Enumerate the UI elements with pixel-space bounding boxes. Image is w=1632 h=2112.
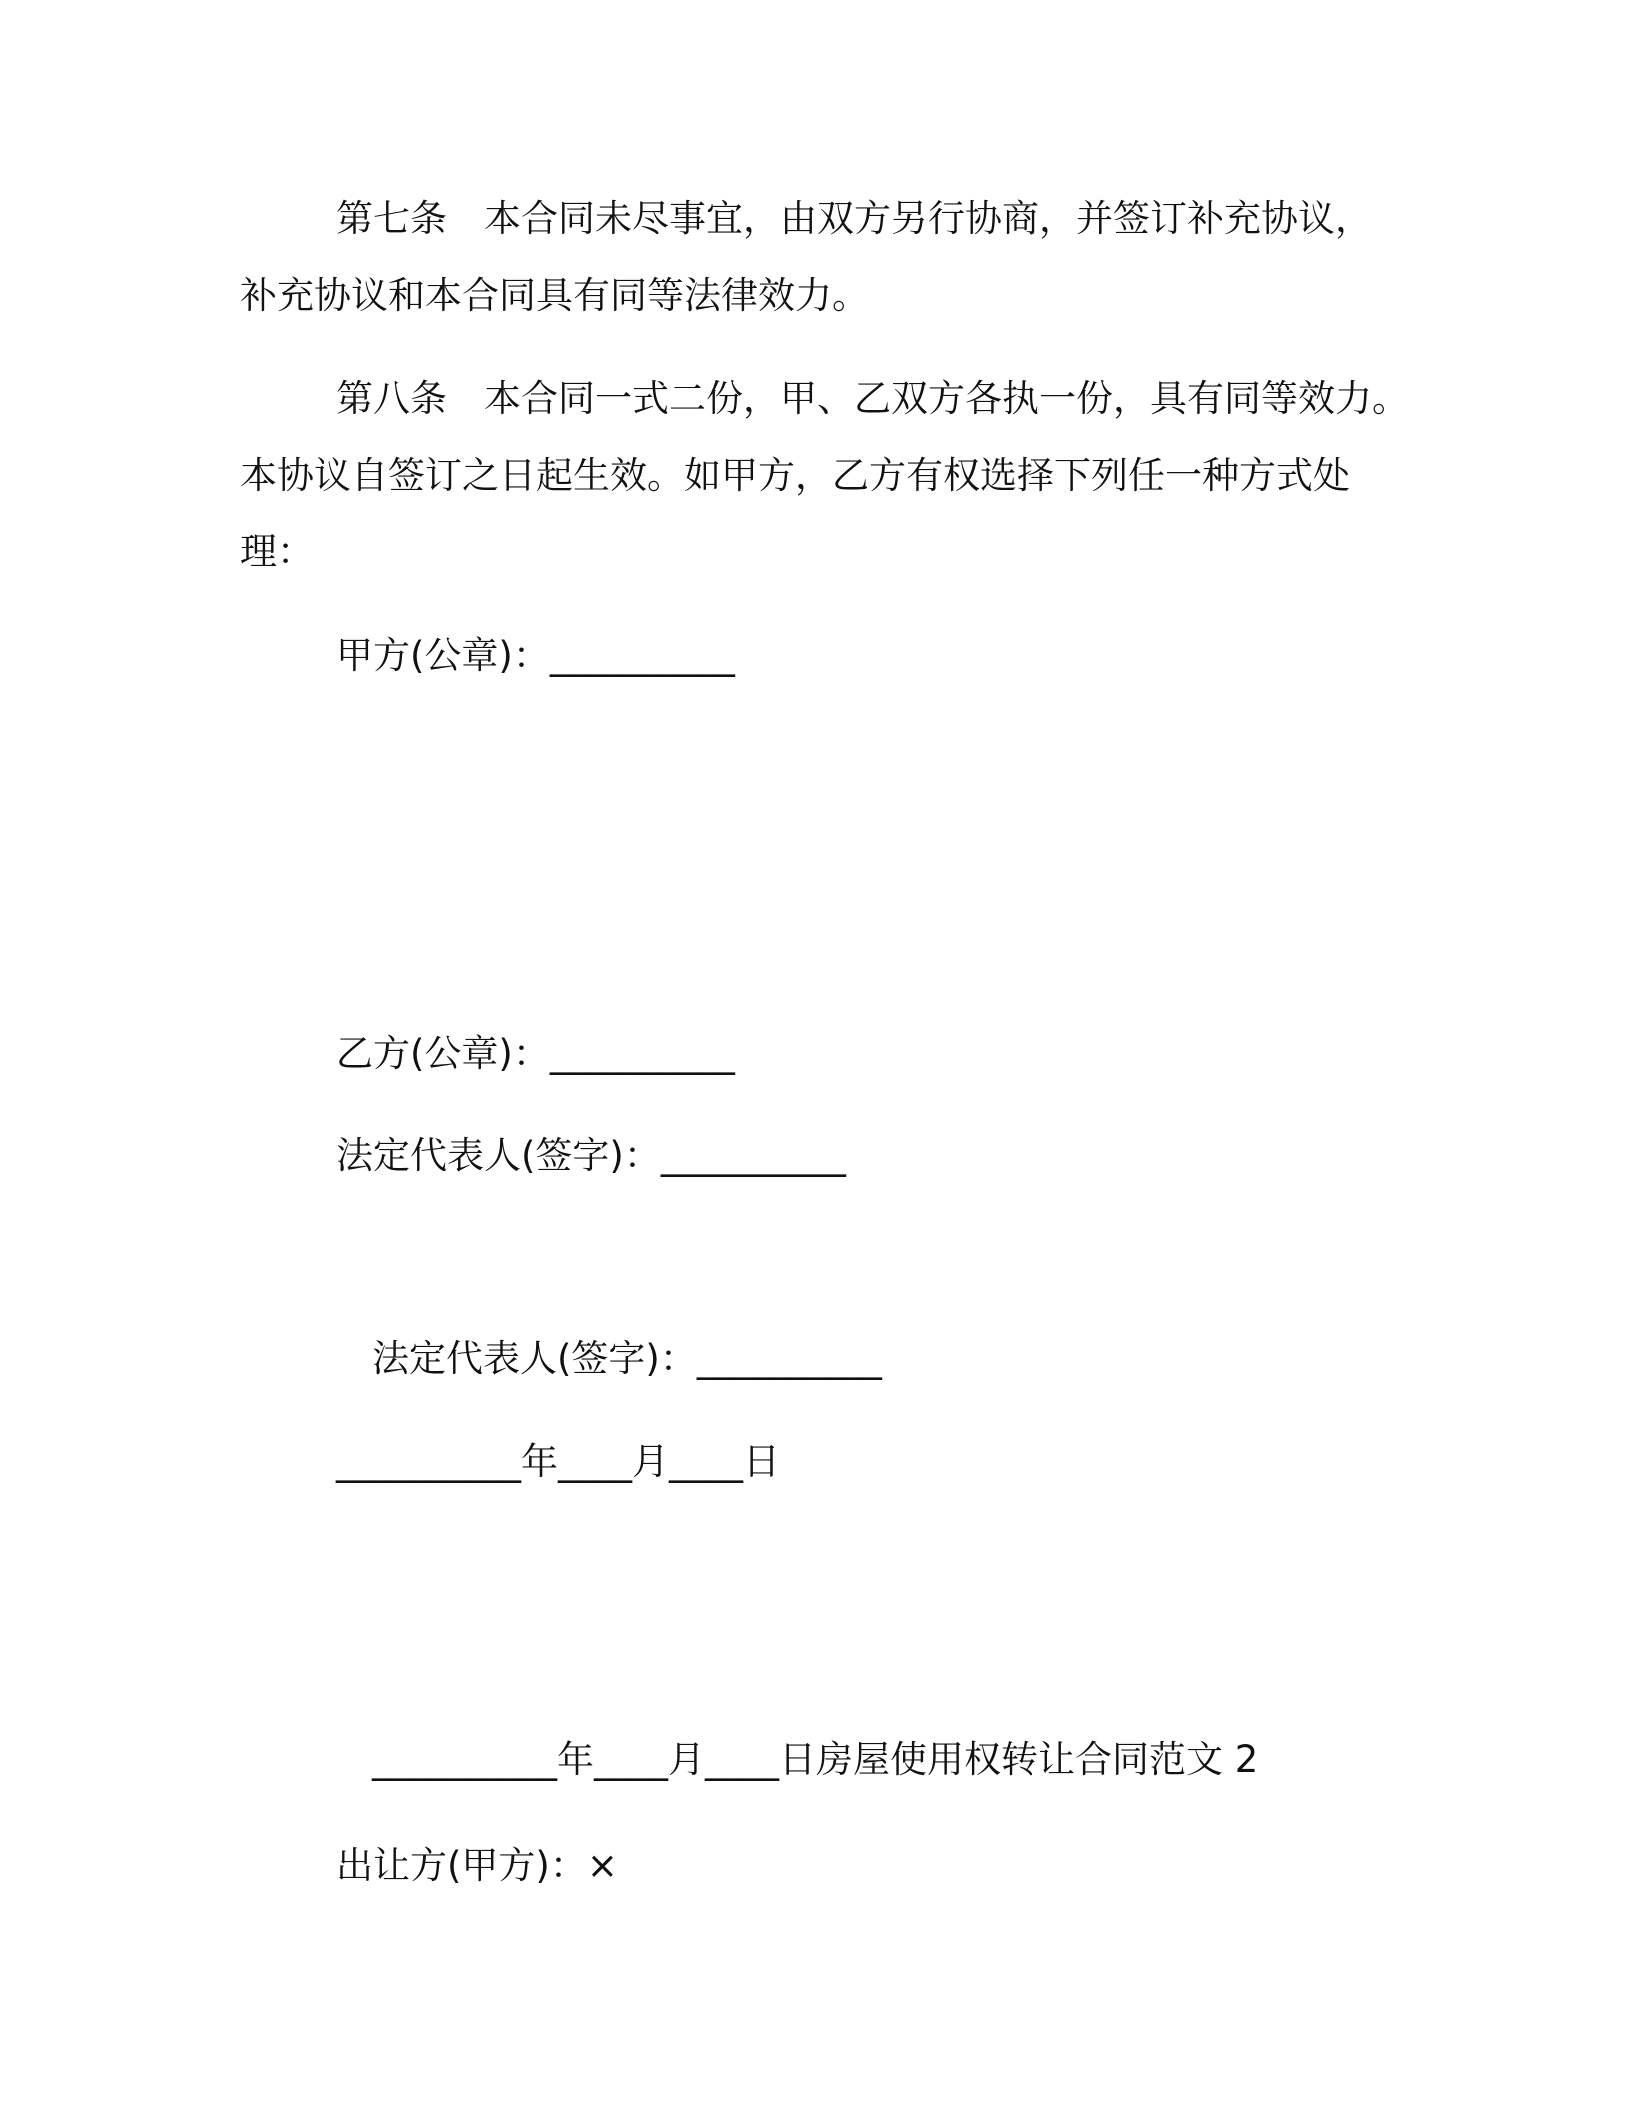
next-contract-title: __________年____月____日房屋使用权转让合同范文 2 <box>372 1738 1259 1781</box>
article-8-line-2: 本协议自签订之日起生效。如甲方，乙方有权选择下列任一种方式处 <box>240 454 1350 497</box>
transferor-line: 出让方(甲方)：× <box>336 1844 618 1887</box>
date-line: __________年____月____日 <box>336 1440 780 1483</box>
article-7-line-2: 补充协议和本合同具有同等法律效力。 <box>240 274 869 317</box>
party-a-seal-line: 甲方(公章)：__________ <box>336 634 735 677</box>
party-b-seal-line: 乙方(公章)：__________ <box>336 1032 735 1075</box>
article-7-line-1: 第七条 本合同未尽事宜，由双方另行协商，并签订补充协议， <box>336 197 1372 240</box>
article-8-line-1: 第八条 本合同一式二份，甲、乙双方各执一份，具有同等效力。 <box>336 377 1409 420</box>
legal-representative-line-2: 法定代表人(签字)：__________ <box>372 1337 882 1380</box>
legal-representative-line-1: 法定代表人(签字)：__________ <box>336 1134 846 1177</box>
article-8-line-3: 理： <box>240 530 314 573</box>
